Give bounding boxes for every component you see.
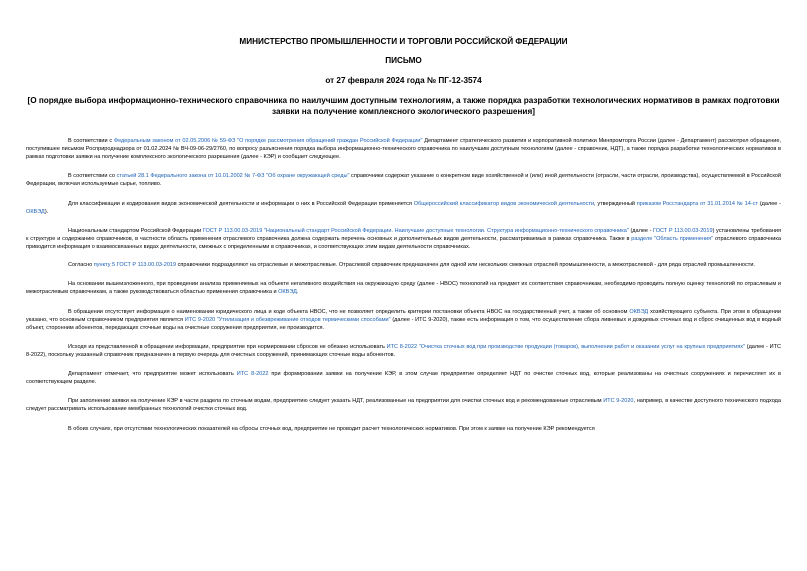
paragraph-text: В обоих случаях, при отсутствии технологических показателей на сбросы сточных вод, предприятие не проводит расчет технологических нормативов. При этом к заявке на получение КЭР рекомендуется bbox=[68, 425, 595, 432]
paragraph-2 bbox=[26, 172, 781, 188]
paragraph-3 bbox=[26, 200, 781, 216]
document-link[interactable]: приказом Росстандарта от 31.01.2014 № 14-ст bbox=[636, 200, 759, 207]
paragraph-6 bbox=[26, 280, 781, 296]
paragraph-text: Согласно bbox=[68, 262, 94, 269]
document-link[interactable]: ИТС 9-2020 bbox=[603, 398, 634, 405]
paragraph-text: На основании вышеизложенного, при проведении анализа применяемых на объекте негативного воздействия на окружающую среду (далее - НВОС) технологий на предмет их соответствия справочникам, необходимо проводить полную оценку технологий по отраслевым и межотраслевым справочникам, а также руководствоваться областью применения справочника и bbox=[26, 281, 781, 296]
document-link[interactable]: Общероссийский классификатор видов экономической деятельности bbox=[413, 200, 595, 207]
paragraph-text: при формировании заявки на получение КЭР, в этом случае предприятие определяет НДТ по очистке сточных вод, которые реализованы на очистных сооружениях и перечисляет их в соответствующем разделе. bbox=[26, 371, 781, 386]
paragraph-text: . bbox=[296, 289, 299, 296]
paragraph-text: ). bbox=[44, 208, 49, 215]
document-link[interactable]: ОКВЭД bbox=[26, 208, 45, 215]
paragraph-text: справочники содержат указание о конкретном виде хозяйственной и (или) иной деятельности (отрасли, части отрасли, производства), осуществляемой в Российской Федерации, включая используемые сырье, топливо. bbox=[26, 173, 781, 188]
document-link[interactable]: ИТС 8-2022 "Очистка сточных вод при производстве продукции (товаров), выполнении работ и оказании услуг на крупных предприятиях" bbox=[386, 343, 745, 350]
document-link[interactable]: ИТС 8-2022 bbox=[236, 371, 269, 378]
document-body bbox=[26, 137, 781, 433]
paragraph-7 bbox=[26, 308, 781, 332]
ministry-name: МИНИСТЕРСТВО ПРОМЫШЛЕННОСТИ И ТОРГОВЛИ РОССИЙСКОЙ ФЕДЕРАЦИИ bbox=[239, 37, 568, 46]
paragraph-text: (далее - bbox=[758, 200, 782, 207]
paragraph-text: (далее - ИТС 9-2020), также есть информация о том, что осуществление сбора ливневых и дождевых сточных вод и сброс очищенных вод в водный объект, сторонним абонентов, передающих сточные воды на очистные сооружения предприятия, не производится. bbox=[26, 316, 782, 331]
paragraph-text: отраслевого справочника приводится информация о взаимосвязанных видах деятельности, смежных с определенными в справочниках, и соответствующих этим видам деятельности справочниках. bbox=[26, 235, 781, 250]
paragraph-text: Департамент стратегического развития и корпоративной политики Минпромторга России (далее - Департамент) рассмотрел обращение, поступившее письмом Росприроднадзора от 01.02.2024 № ВЧ-09-06-29/2760, по вопросу разъяснения порядка выбора информационно-технического справочника по наилучшим доступным технологиям (далее - справочник, НДТ), а также порядка разработки технологических нормативов в рамках подготовки заявки на получение комплексного экологического разрешения (далее - КЭР) и сообщает следующее. bbox=[26, 138, 782, 161]
paragraph-8 bbox=[26, 343, 781, 359]
paragraph-11 bbox=[26, 425, 781, 433]
document-date-number: от 27 февраля 2024 года № ПГ-12-3574 bbox=[325, 76, 482, 85]
document-link[interactable]: статьей 28.1 Федерального закона от 10.01.2002 № 7-ФЗ "Об охране окружающей среды" bbox=[116, 173, 350, 180]
paragraph-text: хозяйствующего субъекта. При этом в обращении указано, что основным справочником предприятия является bbox=[26, 308, 781, 323]
paragraph-text: Для классификации и кодирования видов экономической деятельности и информации о них в Российской Федерации применяется bbox=[68, 200, 414, 207]
document-link[interactable]: Федеральным законом от 02.05.2006 № 59-ФЗ "О порядке рассмотрения обращений граждан Российской Федерации" bbox=[113, 138, 423, 144]
document-subject: [О порядке выбора информационно-технического справочника по наилучшим доступным технологиям, а также порядка разработки технологических нормативов в рамках подготовки заявки на получение комплексного экологического разрешения] bbox=[27, 96, 780, 116]
paragraph-5 bbox=[26, 261, 781, 269]
document-link[interactable]: ОКВЭД bbox=[278, 289, 297, 296]
document-link[interactable]: ГОСТ Р 113.00.03-2019 "Национальный стандарт Российской Федерации. Наилучшие доступные технологии. Структура информационно-технического справочника" bbox=[202, 227, 629, 234]
document-link[interactable]: ГОСТ Р 113.00.03-2019 bbox=[653, 227, 713, 234]
document-link[interactable]: разделе "Область применения" bbox=[631, 235, 714, 242]
paragraph-text: Департамент отмечает, что предприятие может использовать bbox=[68, 371, 237, 378]
document-link[interactable]: ИТС 9-2020 "Утилизация и обезвреживание отходов термическими способами" bbox=[184, 316, 391, 323]
paragraph-10 bbox=[26, 397, 781, 413]
document-link[interactable]: ОКВЭД bbox=[629, 308, 649, 315]
paragraph-text: В соответствии с bbox=[68, 138, 114, 144]
paragraph-1 bbox=[26, 137, 781, 161]
paragraph-text: В обращении отсутствует информация о наименовании юридического лица и коде объекта НВОС, что не позволяет определить критерии постановки объекта НВОС на государственный учет, а также об основном bbox=[68, 308, 630, 315]
paragraph-text: Национальным стандартом Российской Федерации bbox=[68, 227, 203, 234]
paragraph-text: ) установлены требования к структуре и содержанию справочников, в частности область применения отраслевого справочника должна содержать перечень основных и дополнительных видов деятельности, рассматриваемых в рамках справочника. Также в bbox=[26, 227, 782, 242]
paragraph-text: , например, в качестве доступного технического подхода следует рассматривать использование мембранных технологий очистки сточных вод. bbox=[26, 398, 782, 413]
paragraph-text: В соответствии со bbox=[68, 173, 117, 180]
document-type: ПИСЬМО bbox=[385, 56, 422, 65]
paragraph-text: (далее - bbox=[628, 227, 654, 234]
paragraph-text: справочники подразделяют на отраслевые и межотраслевые. Отраслевой справочник предназначен для одной или нескольких смежных отраслей промышленности, а межотраслевой - для ряда отраслей промышленности. bbox=[176, 262, 755, 269]
paragraph-text: , утвержденный bbox=[594, 200, 637, 207]
document-link[interactable]: пункту 5 ГОСТ Р 113.00.03-2019 bbox=[93, 262, 177, 269]
paragraph-text: Исходя из представленной в обращении информации, предприятие при нормировании сбросов не обязано использовать bbox=[68, 343, 387, 350]
paragraph-9 bbox=[26, 370, 781, 386]
paragraph-4 bbox=[26, 227, 781, 251]
paragraph-text: (далее - ИТС 8-2022), поскольку указанный справочник предназначен в первую очередь для очистных сооружений, принимающих сточные воды абонентов. bbox=[26, 343, 781, 358]
paragraph-text: При заполнении заявки на получение КЭР в части раздела по сточным водам, предприятию следует указать НДТ, реализованные на предприятии для очистки сточных вод и рекомендованные отраслевым bbox=[68, 398, 604, 405]
